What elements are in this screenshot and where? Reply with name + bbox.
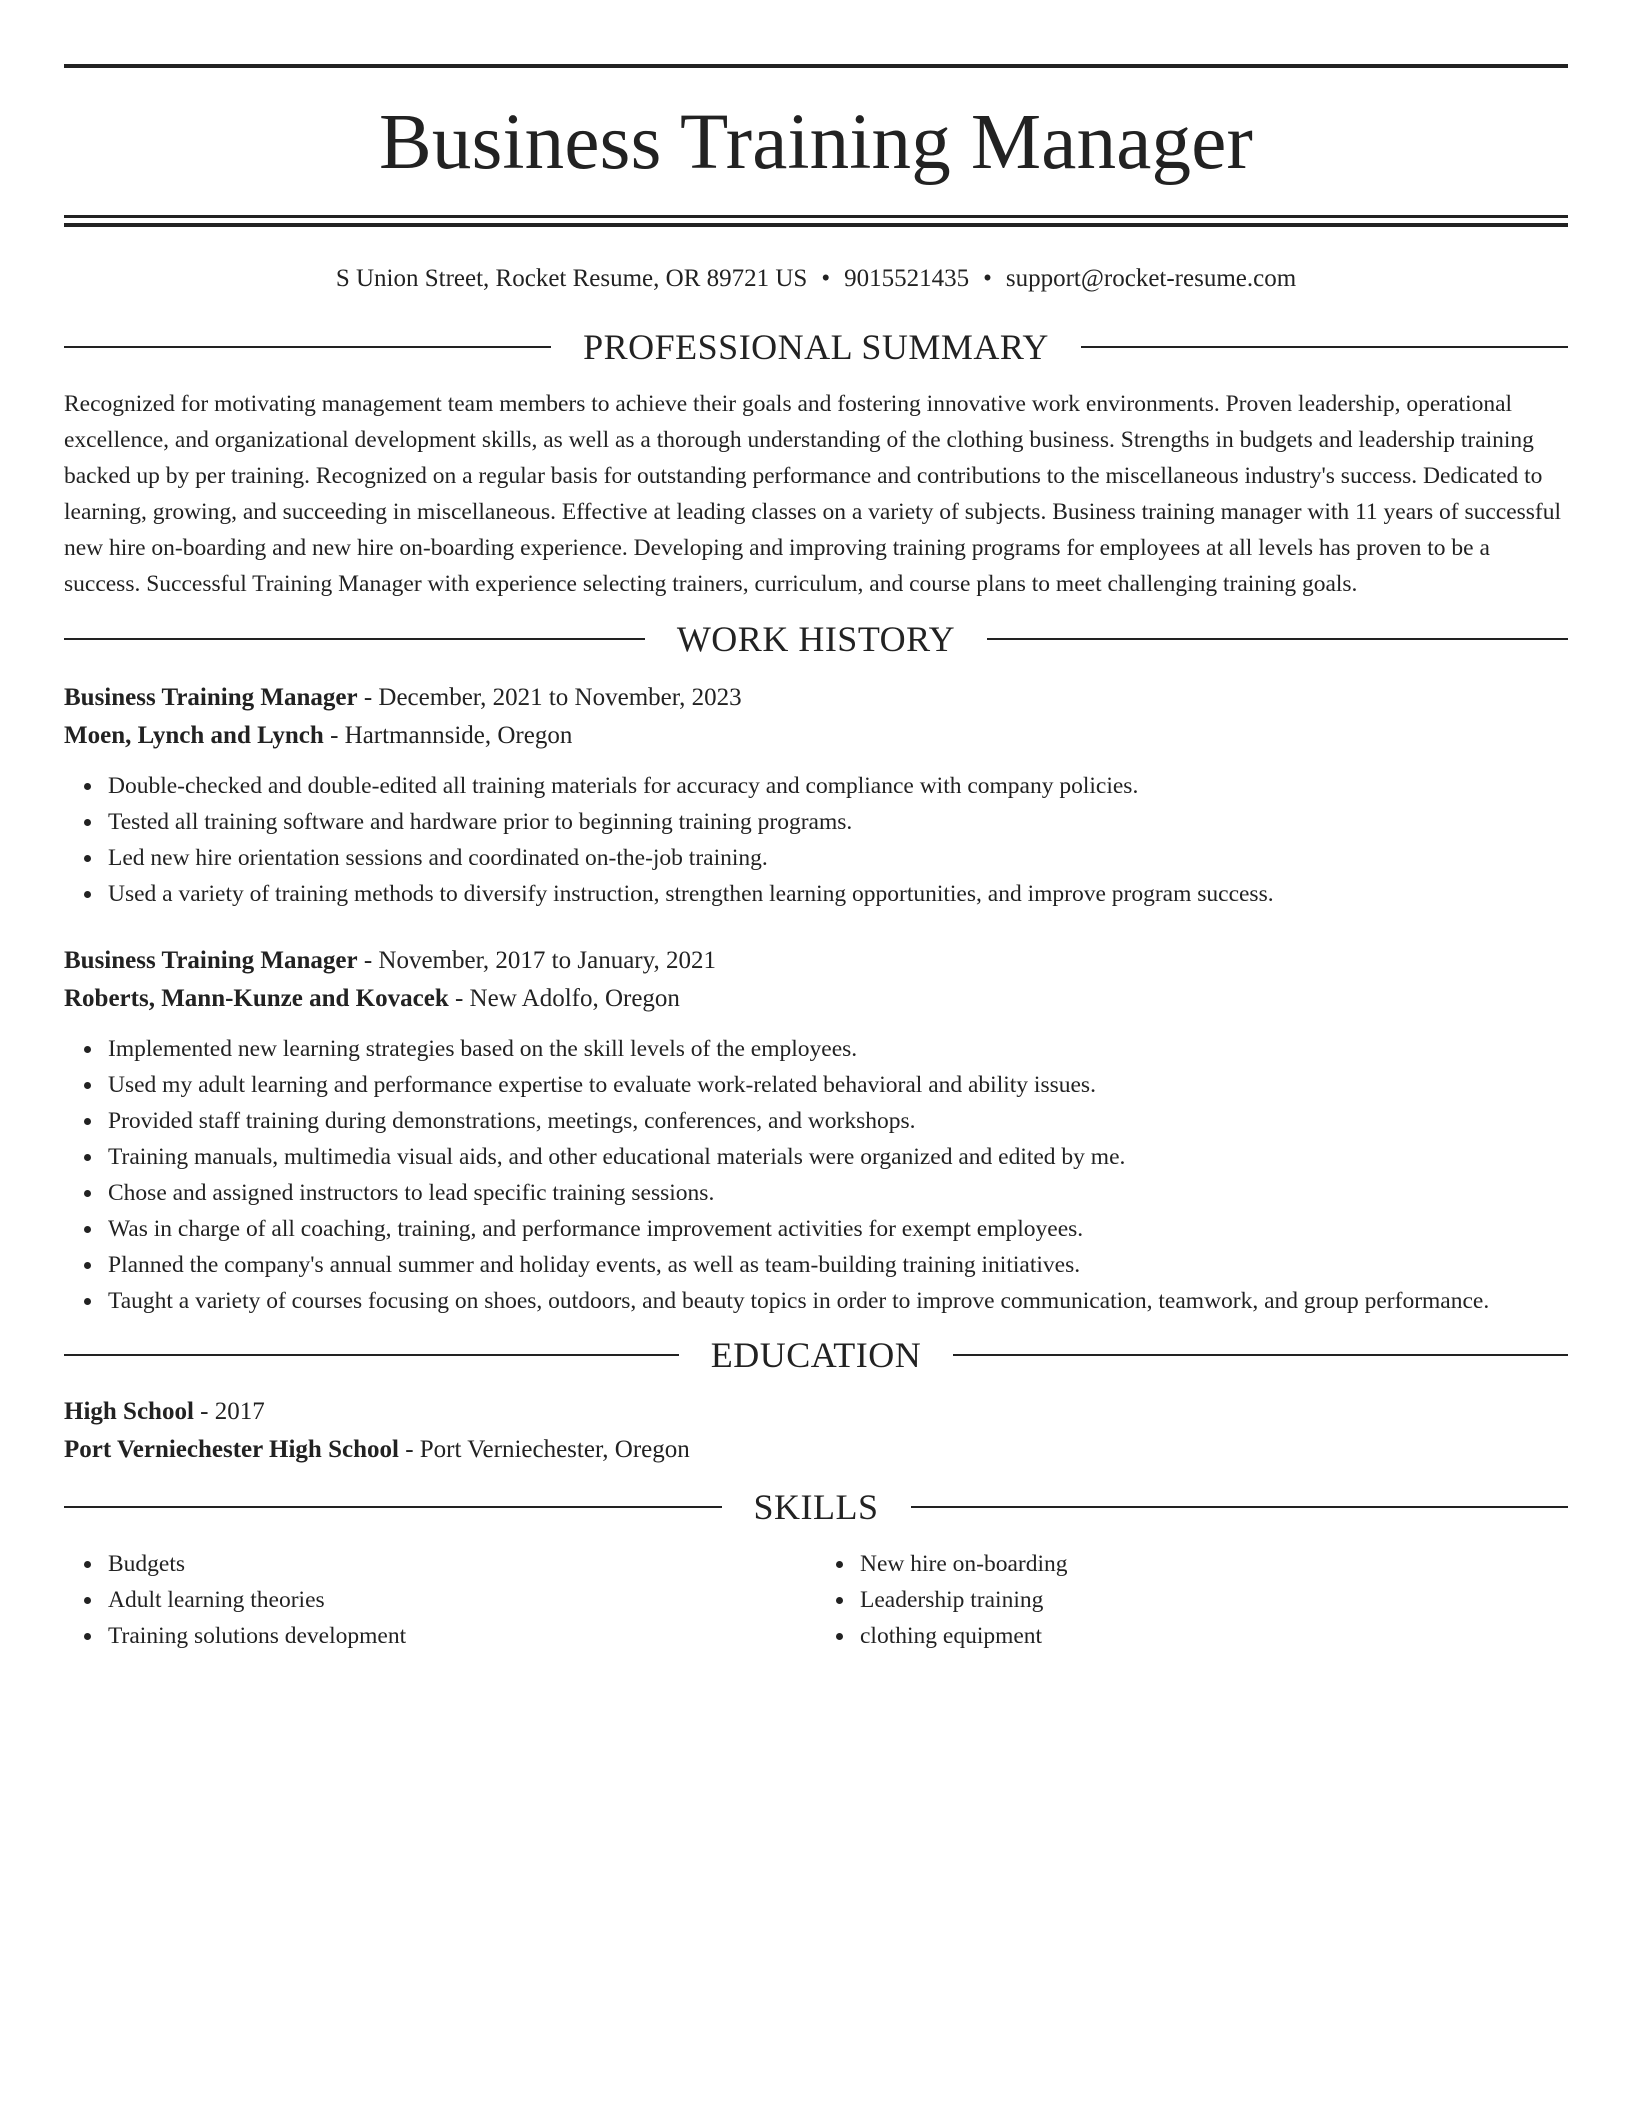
skill-item: Adult learning theories <box>108 1582 816 1618</box>
skills-column-left <box>64 1546 816 1654</box>
job-location: - Hartmannside, Oregon <box>323 722 573 749</box>
job-title: Business Training Manager <box>64 947 358 974</box>
list-item: Implemented new learning strategies based on the skill levels of the employees. <box>108 1031 1568 1067</box>
work-heading-text: WORK HISTORY <box>676 619 956 659</box>
heading-rule-right <box>1081 346 1568 348</box>
contact-email: support@rocket-resume.com <box>1005 265 1297 292</box>
top-rule <box>64 64 1568 68</box>
contact-address: S Union Street, Rocket Resume, OR 89721 US <box>335 265 808 292</box>
job-company: Roberts, Mann-Kunze and Kovacek <box>64 985 449 1012</box>
job-bullets <box>64 1031 1568 1319</box>
education-degree: High School <box>64 1398 194 1425</box>
heading-rule-left <box>64 1506 722 1508</box>
heading-rule-left <box>64 1354 679 1356</box>
job-location: - New Adolfo, Oregon <box>448 985 680 1012</box>
work-section-heading <box>64 619 1568 659</box>
education-school: Port Verniechester High School <box>64 1436 399 1463</box>
summary-heading-text: PROFESSIONAL SUMMARY <box>583 327 1049 367</box>
resume-title: Business Training Manager <box>379 99 1253 186</box>
education-section-heading <box>64 1335 1568 1375</box>
skill-item: New hire on-boarding <box>860 1546 1568 1582</box>
contact-phone: 9015521435 <box>844 265 970 292</box>
education-year: - 2017 <box>193 1398 265 1425</box>
skill-item: Budgets <box>108 1546 816 1582</box>
heading-rule-left <box>64 346 551 348</box>
skills-grid <box>64 1546 1568 1654</box>
list-item: Double-checked and double-edited all training materials for accuracy and compliance with company policies. <box>108 768 1568 804</box>
education-degree-line <box>64 1393 1568 1431</box>
skills-column-right <box>816 1546 1568 1654</box>
list-item: Chose and assigned instructors to lead specific training sessions. <box>108 1175 1568 1211</box>
heading-rule-right <box>987 638 1568 640</box>
job-company-line <box>64 980 1568 1018</box>
job-entry <box>64 679 1568 912</box>
heading-rule-right <box>911 1506 1569 1508</box>
education-location: - Port Verniechester, Oregon <box>398 1436 690 1463</box>
job-title-line <box>64 679 1568 717</box>
skill-item: Training solutions development <box>108 1618 816 1654</box>
list-item: Used a variety of training methods to diversify instruction, strengthen learning opportunities, and improve program success. <box>108 876 1568 912</box>
list-item: Taught a variety of courses focusing on shoes, outdoors, and beauty topics in order to improve communication, teamwork, and group performance. <box>108 1283 1568 1319</box>
skills-section-heading <box>64 1487 1568 1527</box>
list-item: Provided staff training during demonstrations, meetings, conferences, and workshops. <box>108 1103 1568 1139</box>
list-item: Tested all training software and hardware prior to beginning training programs. <box>108 804 1568 840</box>
education-heading-text: EDUCATION <box>710 1335 922 1375</box>
contact-separator: • <box>821 265 831 292</box>
job-bullets <box>64 768 1568 912</box>
list-item: Was in charge of all coaching, training, and performance improvement activities for exempt employees. <box>108 1211 1568 1247</box>
job-dates: - December, 2021 to November, 2023 <box>357 684 742 711</box>
list-item: Training manuals, multimedia visual aids, and other educational materials were organized and edited by me. <box>108 1139 1568 1175</box>
job-title: Business Training Manager <box>64 684 358 711</box>
heading-rule-left <box>64 638 645 640</box>
list-item: Led new hire orientation sessions and coordinated on-the-job training. <box>108 840 1568 876</box>
title-double-rule <box>64 215 1568 227</box>
contact-separator: • <box>983 265 992 292</box>
contact-line <box>64 264 1568 294</box>
summary-section-heading <box>64 327 1568 367</box>
summary-paragraph: Recognized for motivating management team members to achieve their goals and fostering innovative work environments. Proven leadership, operational excellence, and organizational development skills, as well as a thorough understanding of the clothing business. Strengths in budgets and leadership training backed up by per training. Recognized on a regular basis for outstanding performance and contributions to the miscellaneous industry's success. Dedicated to learning, growing, and succeeding in miscellaneous. Effective at leading classes on a variety of subjects. Business training manager with 11 years of successful new hire on-boarding and new hire on-boarding experience. Developing and improving training programs for employees at all levels has proven to be a success. Successful Training Manager with experience selecting trainers, curriculum, and course plans to meet challenging training goals. <box>64 391 1562 597</box>
job-title-line <box>64 942 1568 980</box>
job-entry <box>64 942 1568 1319</box>
list-item: Used my adult learning and performance expertise to evaluate work-related behavioral and ability issues. <box>108 1067 1568 1103</box>
skill-item: clothing equipment <box>860 1618 1568 1654</box>
job-company: Moen, Lynch and Lynch <box>64 722 324 749</box>
job-company-line <box>64 717 1568 755</box>
skills-heading-text: SKILLS <box>753 1487 879 1527</box>
skill-item: Leadership training <box>860 1582 1568 1618</box>
education-entry <box>64 1393 1568 1469</box>
job-dates: - November, 2017 to January, 2021 <box>357 947 716 974</box>
education-school-line <box>64 1431 1568 1469</box>
heading-rule-right <box>953 1354 1568 1356</box>
list-item: Planned the company's annual summer and holiday events, as well as team-building training initiatives. <box>108 1247 1568 1283</box>
